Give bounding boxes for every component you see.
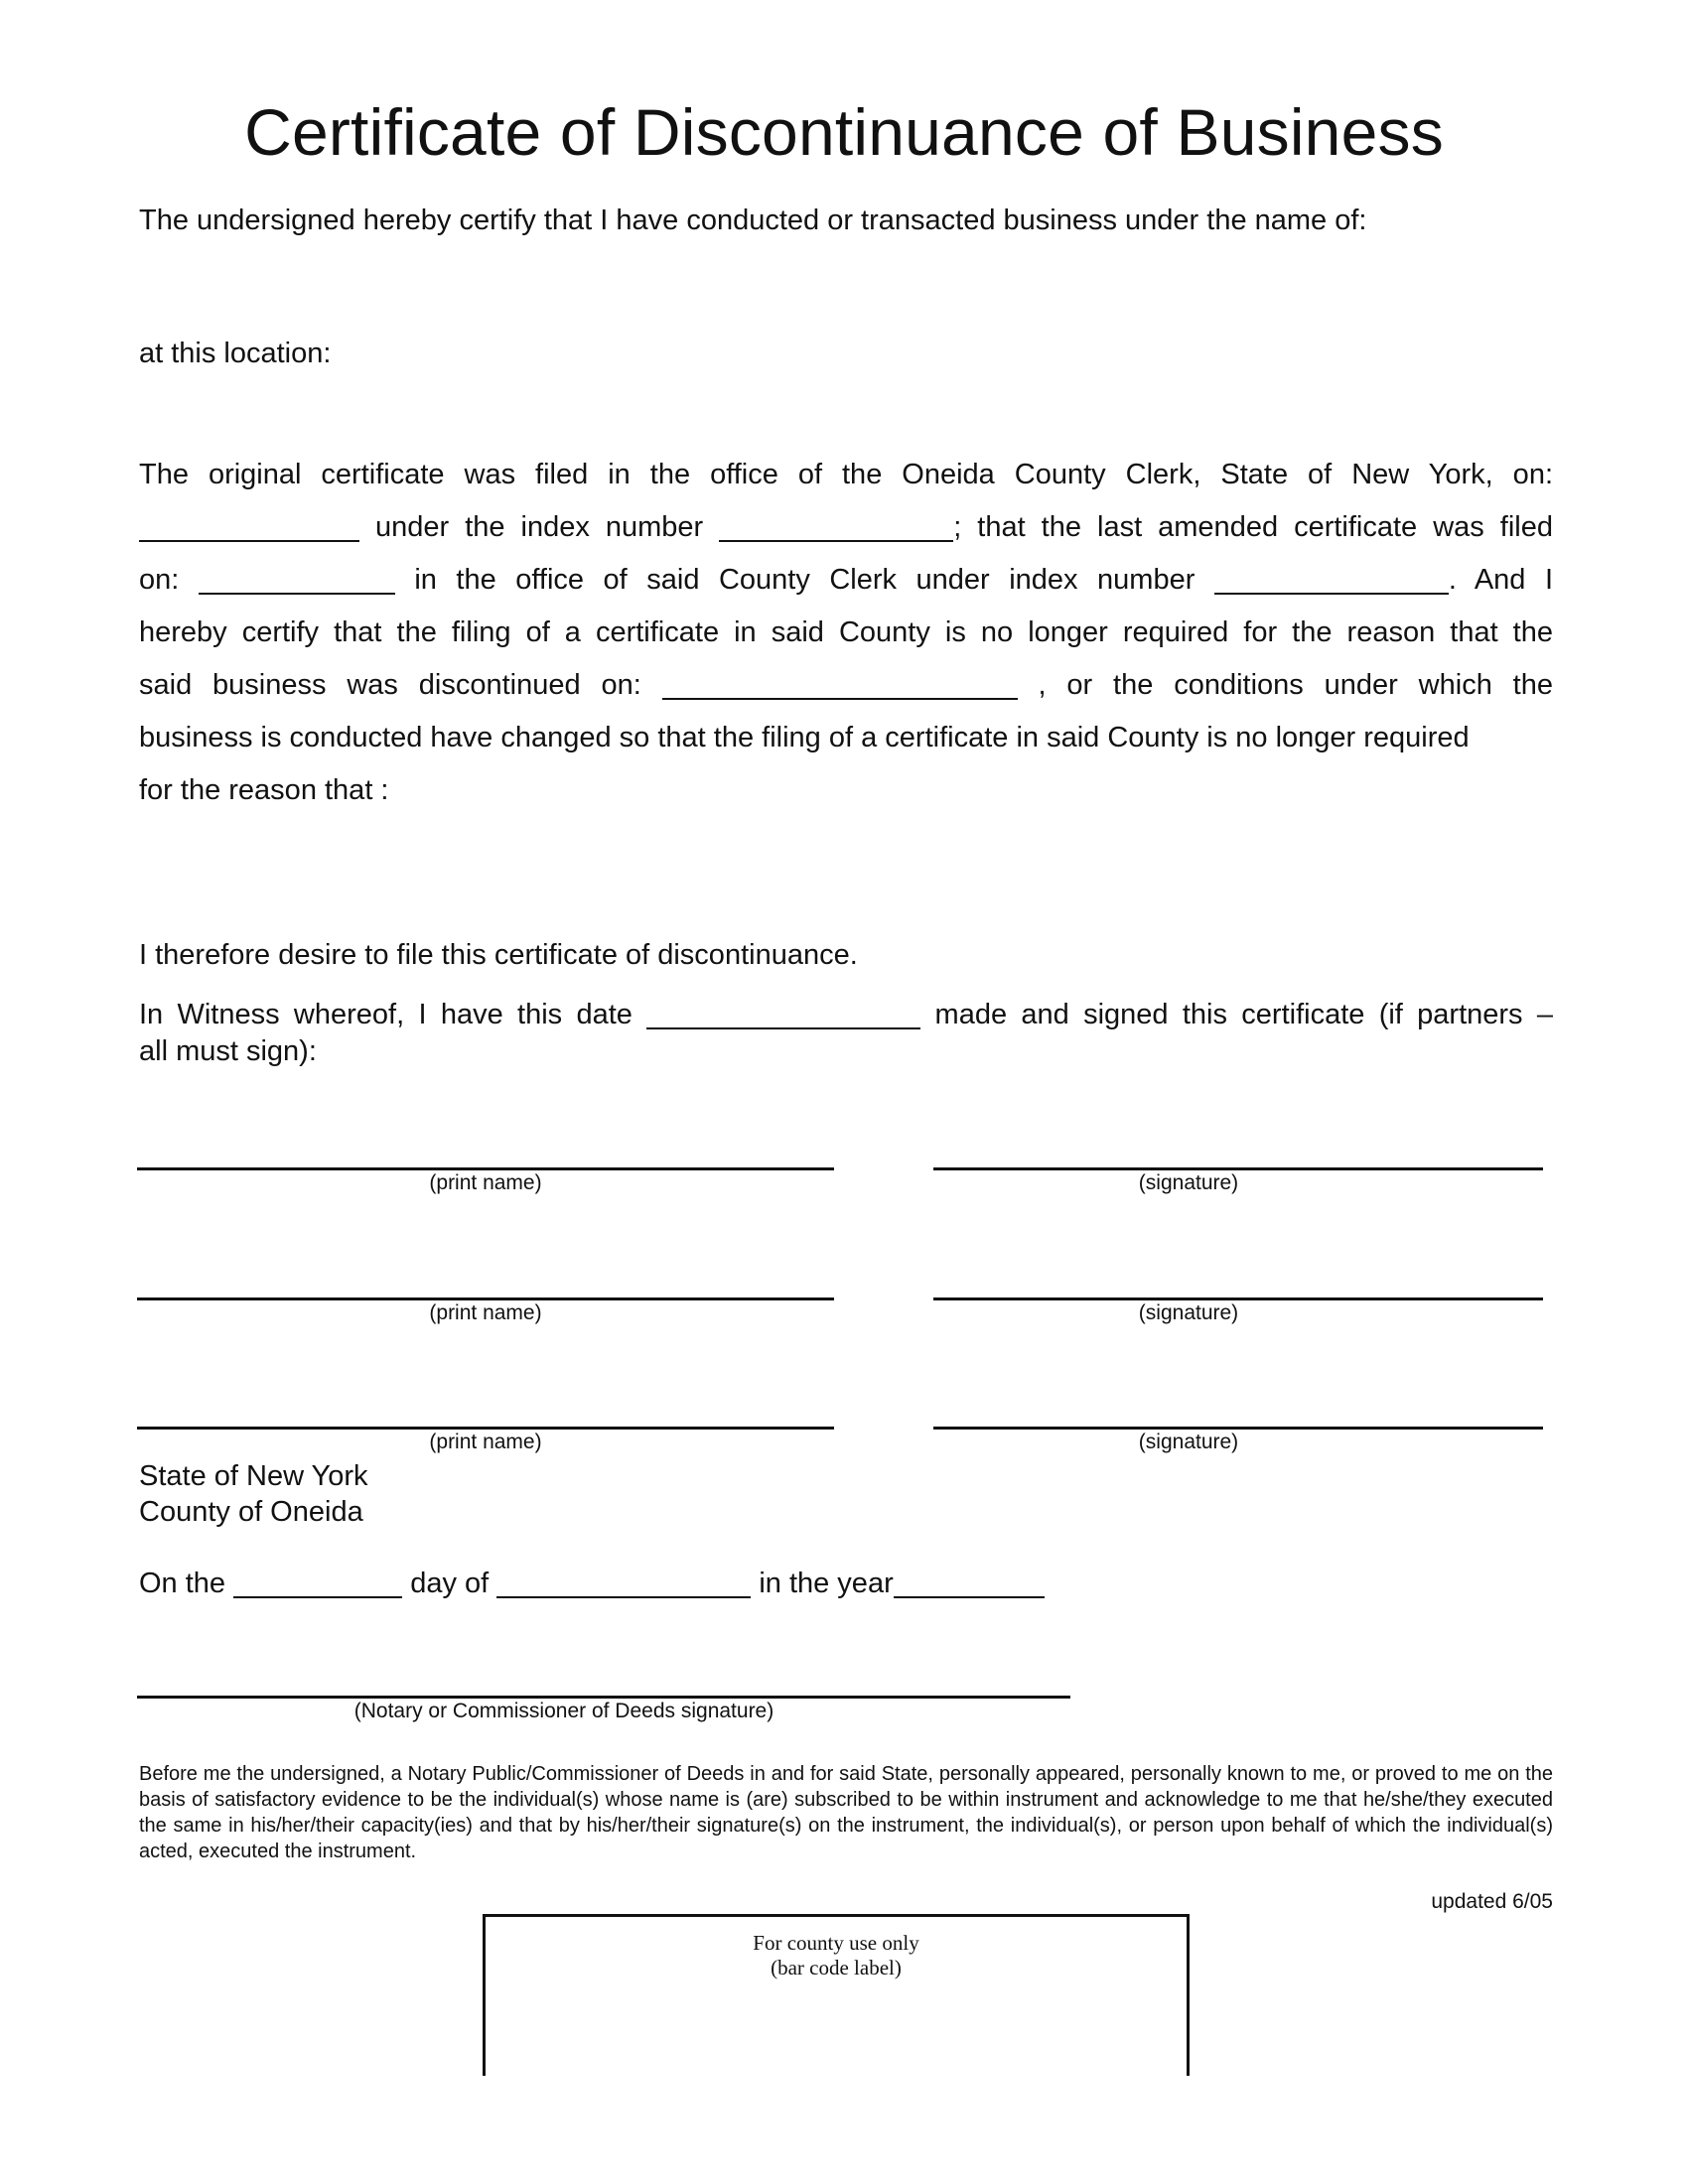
witness-line-1 xyxy=(139,997,1553,1033)
on-the-text: On the xyxy=(139,1568,226,1599)
para-line-4-text: hereby certify that the filing of a certificate in said County is no longer required for the reason that the xyxy=(139,616,1553,648)
print-name-line-3[interactable] xyxy=(137,1427,834,1430)
amended-index-number-blank[interactable] xyxy=(1214,563,1449,595)
venue-state: State of New York xyxy=(139,1460,368,1492)
county-use-box-text xyxy=(486,1917,1187,1980)
discontinued-date-blank[interactable] xyxy=(662,668,1018,700)
para-line-5-text-b: , or the conditions under which the xyxy=(1038,669,1553,701)
index-number-blank[interactable] xyxy=(719,510,953,542)
document-title: Certificate of Discontinuance of Business xyxy=(244,95,1444,169)
intro-text: The undersigned hereby certify that I have conducted or transacted business under the name of: xyxy=(139,205,1367,236)
day-of-text: day of xyxy=(410,1568,490,1599)
para-line-2 xyxy=(139,509,1553,562)
para-line-3-text-c: . And I xyxy=(1448,564,1554,596)
witness-text-b: made and signed this certificate (if partners – xyxy=(934,999,1553,1030)
print-name-label-1: (print name) xyxy=(429,1171,542,1194)
location-label: at this location: xyxy=(139,338,332,369)
print-name-label-2: (print name) xyxy=(429,1301,542,1324)
notary-signature-line[interactable] xyxy=(137,1696,1070,1699)
original-filing-date-blank[interactable] xyxy=(139,510,359,542)
signature-line-2[interactable] xyxy=(933,1297,1543,1300)
witness-block xyxy=(139,997,1553,1070)
para-line-3 xyxy=(139,562,1553,614)
witness-line-2 xyxy=(139,1033,1553,1070)
print-name-label-3: (print name) xyxy=(429,1431,542,1453)
para-line-7-text: for the reason that : xyxy=(139,774,389,806)
signature-label-1: (signature) xyxy=(1138,1171,1239,1194)
county-use-label: For county use only xyxy=(753,1931,919,1955)
witness-text-a: In Witness whereof, I have this date xyxy=(139,999,633,1030)
notary-date-line xyxy=(139,1566,1045,1602)
para-line-3-text-b: in the office of said County Clerk under index number xyxy=(414,564,1196,596)
para-line-1 xyxy=(139,457,1553,509)
para-line-3-text-a: on: xyxy=(139,564,180,596)
county-use-box xyxy=(483,1914,1190,2076)
signature-label-3: (signature) xyxy=(1138,1431,1239,1453)
signature-line-1[interactable] xyxy=(933,1167,1543,1170)
filing-paragraph xyxy=(139,457,1553,825)
updated-date: updated 6/05 xyxy=(1431,1890,1553,1913)
para-line-4 xyxy=(139,614,1553,667)
para-line-2-text-a: under the index number xyxy=(375,511,704,543)
amended-filing-date-blank[interactable] xyxy=(199,563,395,595)
desire-statement: I therefore desire to file this certificate of discontinuance. xyxy=(139,939,858,971)
witness-date-blank[interactable] xyxy=(646,998,920,1029)
signature-line-3[interactable] xyxy=(933,1427,1543,1430)
month-blank[interactable] xyxy=(496,1567,751,1598)
in-the-year-text: in the year xyxy=(759,1568,894,1599)
print-name-line-2[interactable] xyxy=(137,1297,834,1300)
year-blank[interactable] xyxy=(894,1567,1045,1598)
bar-code-label: (bar code label) xyxy=(771,1956,902,1979)
notary-acknowledgment-text: Before me the undersigned, a Notary Public/Commissioner of Deeds in and for said State, personally appeared, personally known to me, or proved to me on the basis of satisfactory evidence to be the individual(s) whose name is (are) subscribed to be within instrument and acknowledge to me that he/she/they executed the same in his/her/their capacity(ies) and that by his/her/their signature(s) on the instrument, the individual(s), or person upon behalf of which the individual(s) acted, executed the instrument. xyxy=(139,1763,1553,1862)
witness-text-c: all must sign): xyxy=(139,1035,317,1067)
para-line-7 xyxy=(139,772,1553,825)
para-line-5 xyxy=(139,667,1553,720)
venue-county: County of Oneida xyxy=(139,1496,363,1528)
print-name-line-1[interactable] xyxy=(137,1167,834,1170)
signature-label-2: (signature) xyxy=(1138,1301,1239,1324)
para-line-6 xyxy=(139,720,1553,772)
day-blank[interactable] xyxy=(233,1567,402,1598)
para-line-1-text: The original certificate was filed in the office of the Oneida County Clerk, State of New York, on: xyxy=(139,459,1553,490)
para-line-5-text-a: said business was discontinued on: xyxy=(139,669,641,701)
notary-signature-label: (Notary or Commissioner of Deeds signature) xyxy=(353,1700,774,1722)
para-line-6-text: business is conducted have changed so that the filing of a certificate in said County is no longer required xyxy=(139,722,1470,753)
para-line-2-text-b: ; that the last amended certificate was filed xyxy=(953,511,1553,543)
